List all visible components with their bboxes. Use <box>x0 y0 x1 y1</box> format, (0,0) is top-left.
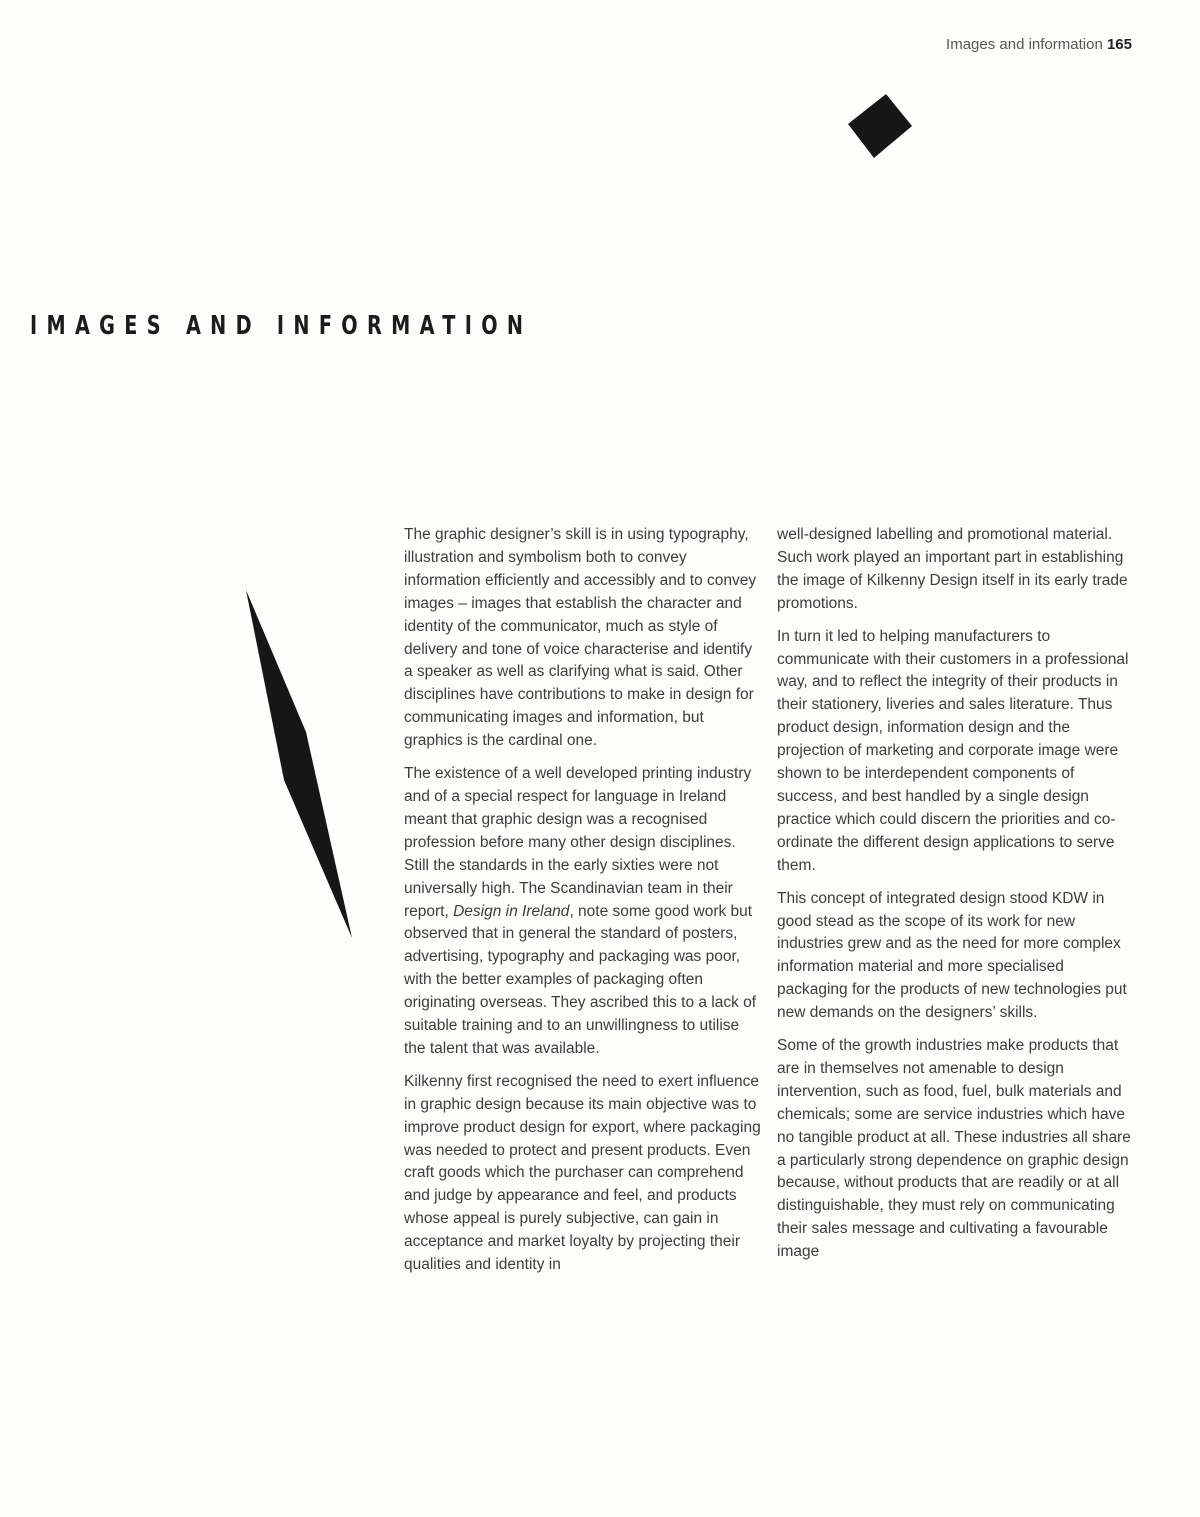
paragraph-right-3: This concept of integrated design stood KDW in good stead as the scope of its work for new industries grew and as the need for more complex information material and more specialised packaging for the products of new technologies put new demands on the designers’ skills. <box>777 889 1127 1022</box>
parallelogram-shape <box>246 590 352 938</box>
page-number: 165 <box>1106 36 1132 53</box>
decorative-diamond-top <box>848 94 912 158</box>
report-title-italic: Design in Ireland <box>453 902 570 920</box>
diamond-shape <box>848 94 912 158</box>
body-column-left <box>404 524 762 1287</box>
chapter-title: IMAGES AND INFORMATION <box>30 311 533 342</box>
running-head <box>946 36 1132 53</box>
paragraph-left-2-part-1: The existence of a well developed printing industry and of a special respect for language in Ireland meant that graphic design was a recognised profession before many other design disciplines. Still the standards in the early sixties were not universally high. The Scandinavian team in their report, <box>404 765 752 920</box>
paragraph-left-2 <box>404 763 762 1061</box>
paragraph-left-2-part-2: , note some good work but observed that in general the standard of posters, advertising, typography and packaging was poor, with the better examples of packaging often originating overseas. They ascribed this to a lack of suitable training and to an unwillingness to utilise the talent that was available. <box>404 902 757 1057</box>
decorative-parallelogram-left <box>246 590 352 938</box>
body-column-right <box>777 524 1135 1274</box>
paragraph-left-1: The graphic designer’s skill is in using typography, illustration and symbolism both to convey information efficiently and accessibly and to convey images – images that establish the character and identity of the communicator, much as style of delivery and tone of voice characterise and identify a speaker as well as clarifying what is said. Other disciplines have contributions to make in design for communicating images and information, but graphics is the cardinal one. <box>404 526 757 750</box>
paragraph-right-1: well-designed labelling and promotional material. Such work played an important part in establishing the image of Kilkenny Design itself in its early trade promotions. <box>777 526 1128 612</box>
paragraph-left-3: Kilkenny first recognised the need to exert influence in graphic design because its main objective was to improve product design for export, where packaging was needed to protect and present products. Even craft goods which the purchaser can comprehend and judge by appearance and feel, and products whose appeal is purely subjective, can gain in acceptance and market loyalty by projecting their qualities and identity in <box>404 1072 761 1274</box>
running-title: Images and information <box>946 36 1103 53</box>
paragraph-right-4: Some of the growth industries make products that are in themselves not amenable to design intervention, such as food, fuel, bulk materials and chemicals; some are service industries which have no tangible product at all. These industries all share a particularly strong dependence on graphic design because, without products that are readily or at all distinguishable, they must rely on communicating their sales message and cultivating a favourable image <box>777 1037 1131 1261</box>
paragraph-right-2: In turn it led to helping manufacturers to communicate with their customers in a professional way, and to reflect the integrity of their products in their stationery, liveries and sales literature. Thus product design, information design and the projection of marketing and corporate image were shown to be interdependent components of success, and best handled by a single design practice which could discern the priorities and co-ordinate the different design applications to serve them. <box>777 627 1129 874</box>
